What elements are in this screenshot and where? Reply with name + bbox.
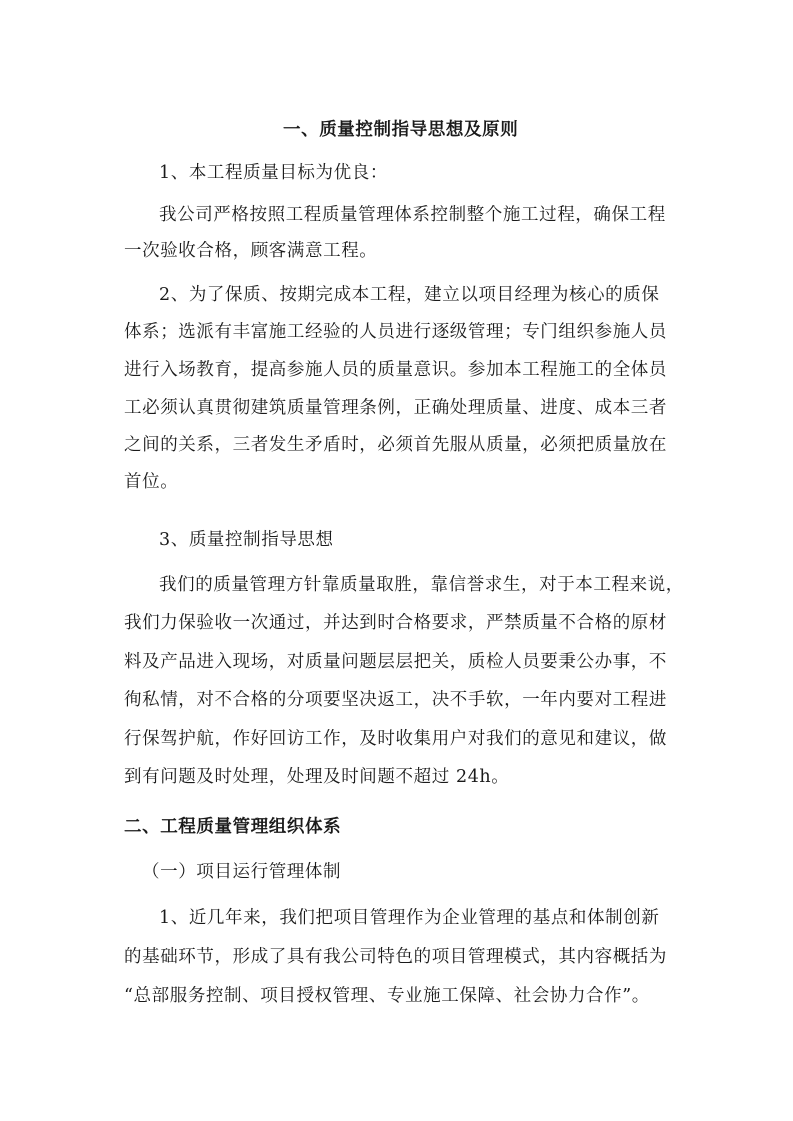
paragraph-line: 的基础环节，形成了具有我公司特色的项目管理模式，其内容概括为: [124, 947, 667, 967]
paragraph-line: 我们力保验收一次通过，并达到时合格要求，严禁质量不合格的原材: [124, 613, 667, 633]
paragraph-line: 徇私情，对不合格的分项要坚决返工，决不手软，一年内要对工程进: [124, 690, 667, 710]
paragraph-line: 之间的关系，三者发生矛盾时，必须首先服从质量，必须把质量放在: [124, 435, 667, 455]
paragraph-line: 到有问题及时处理，处理及时间题不超过 24h。: [124, 767, 510, 787]
paragraph-line: 行保驾护航，作好回访工作，及时收集用户对我们的意见和建议，做: [124, 729, 667, 749]
paragraph-line: 我们的质量管理方针靠质量取胜，靠信誉求生，对于本工程来说，: [159, 575, 684, 595]
paragraph-line: 体系；选派有丰富施工经验的人员进行逐级管理；专门组织参施人员: [124, 322, 667, 342]
section2-subheading: （一）项目运行管理体制: [142, 862, 342, 882]
paragraph-line: 首位。: [124, 472, 179, 492]
paragraph-line: 2、为了保质、按期完成本工程，建立以项目经理为核心的质保: [159, 285, 660, 305]
item3-heading: 3、质量控制指导思想: [159, 530, 334, 550]
paragraph-line: 料及产品进入现场，对质量问题层层把关，质检人员要秉公办事，不: [124, 652, 667, 672]
section2-heading: 二、工程质量管理组织体系: [124, 817, 342, 837]
paragraph-line: 一次验收合格，顾客满意工程。: [124, 241, 378, 261]
paragraph-line: 工必须认真贯彻建筑质量管理条例，正确处理质量、进度、成本三者: [124, 398, 667, 418]
paragraph-line: 进行入场教育，提高参施人员的质量意识。参加本工程施工的全体员: [124, 360, 667, 380]
document-title: 一、质量控制指导思想及原则: [283, 120, 519, 140]
paragraph-line: “总部服务控制、项目授权管理、专业施工保障、社会协力合作”。: [124, 986, 650, 1006]
paragraph-line: 1、近几年来，我们把项目管理作为企业管理的基点和体制创新: [159, 908, 660, 928]
paragraph-line: 我公司严格按照工程质量管理体系控制整个施工过程，确保工程: [159, 205, 666, 225]
item1-heading: 1、本工程质量目标为优良：: [159, 163, 388, 183]
